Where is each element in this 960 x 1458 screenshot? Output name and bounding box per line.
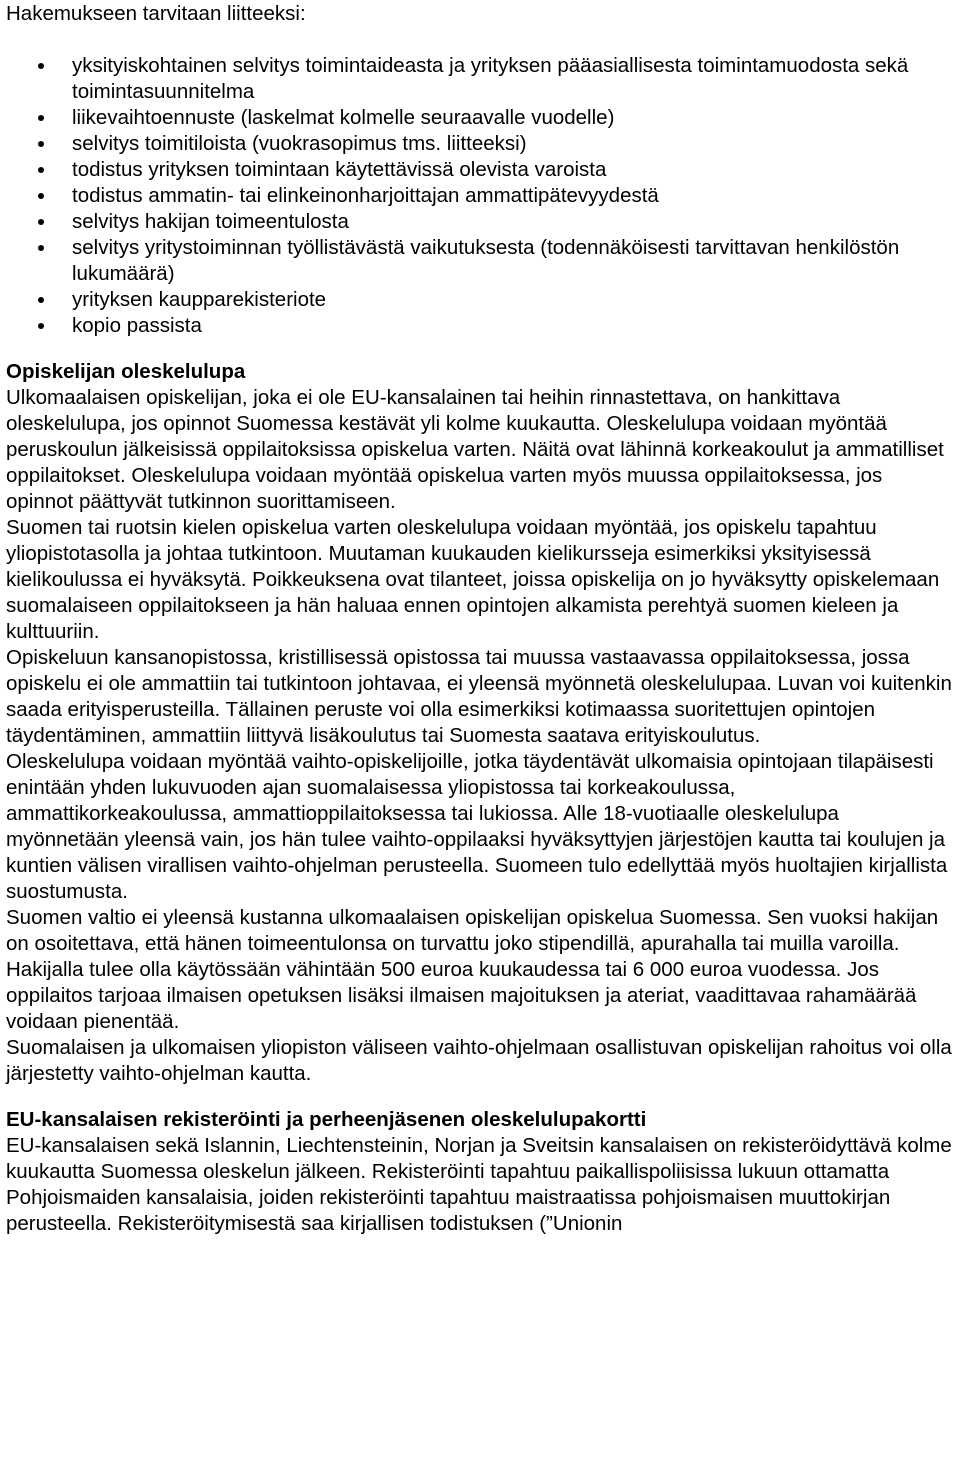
intro-text: Hakemukseen tarvitaan liitteeksi:: [6, 2, 306, 25]
list-item-text: selvitys yritystoiminnan työllistävästä vaikutuksesta (todennäköisesti tarvittavan henkilöstön lukumäärä): [72, 236, 900, 285]
bullet-icon: [38, 63, 44, 69]
list-item-text: todistus yrityksen toimintaan käytettävissä olevista varoista: [72, 158, 607, 181]
list-item-text: selvitys hakijan toimeentulosta: [72, 210, 349, 233]
bullet-icon: [38, 245, 44, 251]
paragraph: Opiskeluun kansanopistossa, kristillisessä opistossa tai muussa vastaavassa oppilaitoksessa, jossa opiskelu ei ole ammattiin tai tutkintoon johtavaa, ei yleensä myönnetä oleskelulupaa. Luvan voi kuitenkin saada erityisperusteilla. Tällainen peruste voi olla esimerkiksi kotimaassa suoritettujen opintojen täydentäminen, ammattiin liittyvä lisäkoulutus tai Suomesta saatava erityiskoulutus.: [6, 646, 952, 747]
bullet-icon: [38, 219, 44, 225]
list-item: [6, 209, 954, 235]
list-item-text: yrityksen kaupparekisteriote: [72, 288, 327, 311]
list-item: [6, 157, 954, 183]
list-item: [6, 131, 954, 157]
bullet-icon: [38, 323, 44, 329]
list-item-text: selvitys toimitiloista (vuokrasopimus tms. liitteeksi): [72, 132, 527, 155]
bullet-icon: [38, 193, 44, 199]
list-item-text: kopio passista: [72, 314, 202, 337]
bullet-icon: [38, 115, 44, 121]
document-page: [6, 0, 954, 1237]
bullet-icon: [38, 297, 44, 303]
list-item: [6, 313, 954, 339]
paragraph: Oleskelulupa voidaan myöntää vaihto-opiskelijoille, jotka täydentävät ulkomaisia opintojaan tilapäisesti enintään yhden lukuvuoden ajan suomalaisessa yliopistossa tai korkeakoulussa, ammattikorkeakoulussa, ammattioppilaitoksessa tai lukiossa. Alle 18-vuotiaalle oleskelulupa myönnetään yleensä vain, jos hän tulee vaihto-oppilaaksi hyväksyttyjen järjestöjen kautta tai koulujen ja kuntien välisen virallisen vaihto-ohjelman perusteella. Suomeen tulo edellyttää myös huoltajien kirjallista suostumusta.: [6, 750, 948, 903]
list-item-text: todistus ammatin- tai elinkeinonharjoittajan ammattipätevyydestä: [72, 184, 659, 207]
bullet-icon: [38, 167, 44, 173]
list-item-text: liikevaihtoennuste (laskelmat kolmelle seuraavalle vuodelle): [72, 106, 615, 129]
list-item: [6, 105, 954, 131]
paragraph: Suomen tai ruotsin kielen opiskelua varten oleskelulupa voidaan myöntää, jos opiskelu tapahtuu yliopistotasolla ja johtaa tutkintoon. Muutaman kuukauden kielikursseja esimerkiksi yksityisessä kielikoulussa ei hyväksytä. Poikkeuksena ovat tilanteet, joissa opiskelija on jo hyväksytty opiskelemaan suomalaiseen oppilaitokseen ja hän haluaa ennen opintojen alkamista perehtyä suomen kieleen ja kulttuuriin.: [6, 516, 940, 643]
paragraph: Ulkomaalaisen opiskelijan, joka ei ole EU-kansalainen tai heihin rinnastettava, on hankittava oleskelulupa, jos opinnot Suomessa kestävät yli kolme kuukautta. Oleskelulupa voidaan myöntää peruskoulun jälkeisissä oppilaitoksissa opiskelua varten. Näitä ovat lähinnä korkeakoulut ja ammatilliset oppilaitokset. Oleskelulupa voidaan myöntää opiskelua varten myös muussa oppilaitoksessa, jos opinnot päättyvät tutkinnon suorittamiseen.: [6, 386, 944, 513]
paragraph: Suomalaisen ja ulkomaisen yliopiston väliseen vaihto-ohjelmaan osallistuvan opiskelijan rahoitus voi olla järjestetty vaihto-ohjelman kautta.: [6, 1036, 952, 1085]
list-item: [6, 183, 954, 209]
bullet-icon: [38, 141, 44, 147]
list-item: [6, 287, 954, 313]
paragraph: EU-kansalaisen sekä Islannin, Liechtensteinin, Norjan ja Sveitsin kansalaisen on rekisteröidyttävä kolme kuukautta Suomessa oleskelun jälkeen. Rekisteröinti tapahtuu paikallispoliisissa lukuun ottamatta Pohjoismaiden kansalaisia, joiden rekisteröinti tapahtuu maistraatissa pohjoismaisen muuttokirjan perusteella. Rekisteröitymisestä saa kirjallisen todistuksen (”Unionin: [6, 1134, 952, 1235]
paragraph: Suomen valtio ei yleensä kustanna ulkomaalaisen opiskelijan opiskelua Suomessa. Sen vuoksi hakijan on osoitettava, että hänen toimeentulonsa on turvattu joko stipendillä, apurahalla tai muilla varoilla. Hakijalla tulee olla käytössään vähintään 500 euroa kuukaudessa tai 6 000 euroa vuodessa. Jos oppilaitos tarjoaa ilmaisen opetuksen lisäksi ilmaisen majoituksen ja ateriat, vaadittavaa rahamäärää voidaan pienentää.: [6, 906, 939, 1033]
attachment-list: [6, 53, 954, 339]
list-item-text: yksityiskohtainen selvitys toimintaideasta ja yrityksen pääasiallisesta toimintamuodosta sekä toimintasuunnitelma: [72, 54, 909, 103]
list-item: [6, 53, 954, 105]
section-heading-eu-registration: EU-kansalaisen rekisteröinti ja perheenjäsenen oleskelulupakortti: [6, 1108, 647, 1131]
section-heading-student-permit: Opiskelijan oleskelulupa: [6, 360, 246, 383]
list-item: [6, 235, 954, 287]
